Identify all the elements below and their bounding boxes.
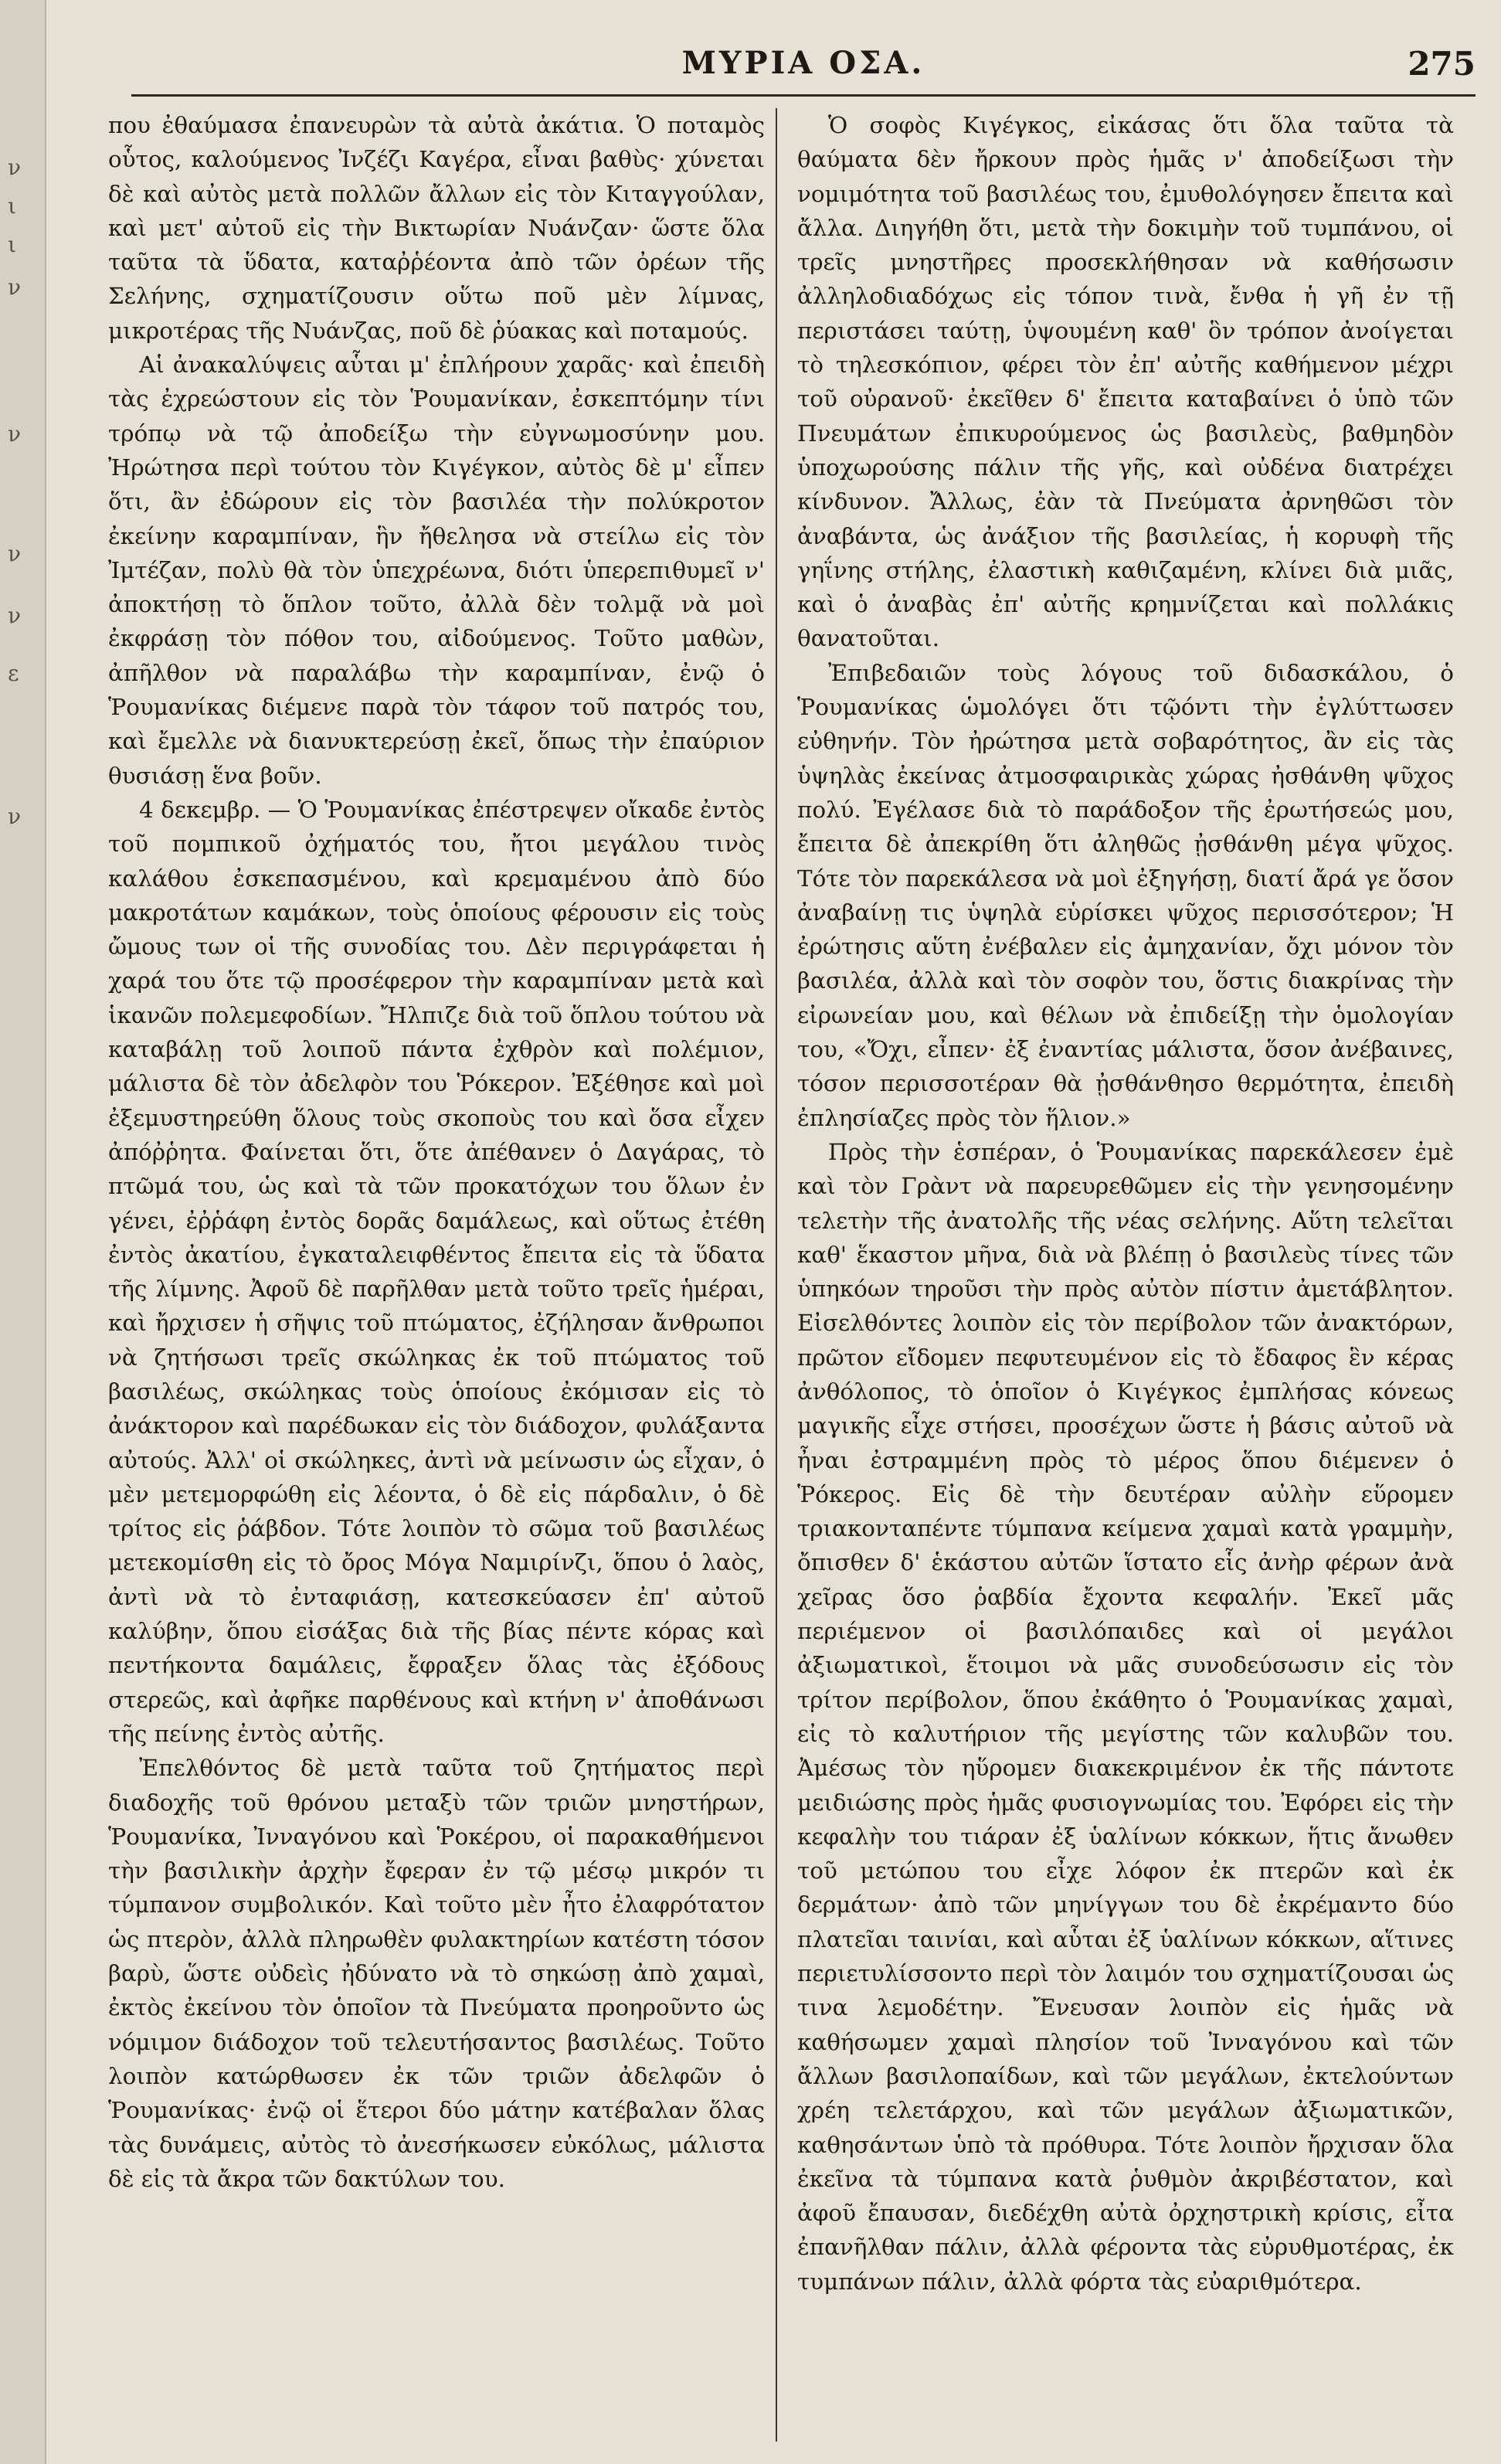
running-title: ΜΥΡΙΑ ΟΣΑ. <box>681 45 925 81</box>
paragraph: Ὁ σοφὸς Κιγέγκος, εἰκάσας ὅτι ὅλα ταῦτα τὰ θαύματα δὲν ἤρκουν πρὸς ἡμᾶς ν' ἀποδείξωσι τὴν νομιμότητα τοῦ βασιλέως του, ἐμυθολόγησεν ἔπειτα καὶ ἄλλα. Διηγήθη ὅτι, μετὰ τὴν δοκιμὴν τοῦ τυμπάνου, οἱ τρεῖς μνηστῆρες προσεκλήθησαν νὰ καθήσωσιν ἀλληλοδιαδόχως εἰς τόπον τινὰ, ἔνθα ἡ γῆ ἐν τῇ περιστάσει ταύτῃ, ὑψουμένη καθ' ὃν τρόπον ἀνοίγεται τὸ τηλεσκόπιον, φέρει τὸν ἐπ' αὐτῆς καθήμενον μέχρι τοῦ οὐρανοῦ· ἐκεῖθεν δ' ἔπειτα καταβαίνει ὁ ὑπὸ τῶν Πνευμάτων ἐπικυρούμενος ὡς βασιλεὺς, βαθμηδὸν ὑποχωρούσης πάλιν τῆς γῆς, καὶ οὐδένα διατρέχει κίνδυνον. Ἄλλως, ἐὰν τὰ Πνεύματα ἀρνηθῶσι τὸν ἀναβάντα, ὡς ἀνάξιον τῆς βασιλείας, ἡ κορυφὴ τῆς γηΐνης στήλης, ἐλαστικὴ καθιζαμένη, κλίνει διὰ μιᾶς, καὶ ὁ ἀναβὰς ἐπ' αὐτῆς κρημνίζεται καὶ πολλάκις θανατοῦται. <box>797 112 1454 652</box>
margin-letter: ι <box>8 232 16 257</box>
column-divider <box>776 108 777 2442</box>
paragraph: που ἐθαύμασα ἐπανευρὼν τὰ αὐτὰ ἀκάτια. Ὁ ποταμὸς οὗτος, καλούμενος Ἰνζέζι Καγέρα, εἶναι βαθὺς· χύνεται δὲ καὶ αὐτὸς μετὰ πολλῶν ἄλλων εἰς τὸν Κιταγγούλαν, καὶ μετ' αὐτοῦ εἰς τὴν Βικτωρίαν Νυάνζαν· ὥστε ὅλα ταῦτα τὰ ὕδατα, καταῤῥέοντα ἀπὸ τῶν ὀρέων τῆς Σελήνης, σχηματίζουσιν οὕτω ποῦ μὲν λίμνας, μικροτέρας τῆς Νυάνζας, ποῦ δὲ ῥύακας καὶ ποταμούς. <box>108 112 765 344</box>
paragraph: Πρὸς τὴν ἑσπέραν, ὁ Ῥουμανίκας παρεκάλεσεν ἐμὲ καὶ τὸν Γρὰντ νὰ παρευρεθῶμεν εἰς τὴν γενησομένην τελετὴν τῆς ἀνατολῆς τῆς νέας σελήνης. Αὕτη τελεῖται καθ' ἕκαστον μῆνα, διὰ νὰ βλέπῃ ὁ βασιλεὺς τίνες τῶν ὑπηκόων τηροῦσι τὴν πρὸς αὐτὸν πίστιν ἀμετάβλητον. Εἰσελθόντες λοιπὸν εἰς τὸν περίβολον τῶν ἀνακτόρων, πρῶτον εἴδομεν πεφυτευμένον εἰς τὸ ἔδαφος ἓν κέρας ἀνθόλοπος, τὸ ὁποῖον ὁ Κιγέγκος ἐμπλήσας κόνεως μαγικῆς εἶχε στήσει, προσέχων ὥστε ἡ βάσις αὐτοῦ νὰ ἦναι ἐστραμμένη πρὸς τὸ μέρος ὅπου διέμενεν ὁ Ῥόκερος. Εἰς δὲ τὴν δευτέραν αὐλὴν εὕρομεν τριακονταπέντε τύμπανα κείμενα χαμαὶ κατὰ γραμμὴν, ὄπισθεν δ' ἑκάστου αὐτῶν ἵστατο εἷς ἀνὴρ φέρων ἀνὰ χεῖρας ὅσο ῥαβδία ἔχοντα κεφαλήν. Ἐκεῖ μᾶς περιέμενον οἱ βασιλόπαιδες καὶ οἱ μεγάλοι ἀξιωματικοὶ, ἕτοιμοι νὰ μᾶς συνοδεύσωσιν εἰς τὸν τρίτον περίβολον, ὅπου ἐκάθητο ὁ Ῥουμανίκας χαμαὶ, εἰς τὸ καλυτήριον τῆς μεγίστης τῶν καλυβῶν του. Ἀμέσως τὸν ηὕρομεν διακεκριμένον ἐκ τῆς πάντοτε μειδιώσης πρὸς ἡμᾶς φυσιογνωμίας του. Ἐφόρει εἰς τὴν κεφαλὴν του τιάραν ἐξ ὑαλίνων κόκκων, ἥτις ἄνωθεν τοῦ μετώπου του εἶχε λόφον ἐκ πτερῶν καὶ ἐκ δερμάτων· ἀπὸ τῶν μηνίγγων του δὲ ἐκρέμαντο δύο πλατεῖαι ταινίαι, καὶ αὗται ἐξ ὑαλίνων κόκκων, αἵτινες περιετυλίσσοντο περὶ τὸν λαιμόν του σχηματίζουσαι ὡς τινα λεμοδέτην. Ἔνευσαν λοιπὸν εἰς ἡμᾶς νὰ καθήσωμεν χαμαὶ πλησίον τοῦ Ἰνναγόνου καὶ τῶν ἄλλων βασιλοπαίδων, καὶ τῶν μεγάλων, ἐκτελούντων χρέη τελετάρχου, καὶ τῶν μεγάλων ἀξιωματικῶν, καθησάντων ὑπὸ τὰ πρόθυρα. Τότε λοιπὸν ἤρχισαν ὅλα ἐκεῖνα τὰ τύμπανα κατὰ ῥυθμὸν ἀκριβέστατον, καὶ ἀφοῦ ἔπαυσαν, διεδέχθη αὐτὰ ὀρχηστρικὴ κρίσις, εἶτα ἐπανῆλθαν πάλιν, ἀλλὰ φέροντα τὰς εὐρυθμοτέρας, ἐκ τυμπάνων πάλιν, ἀλλὰ φόρτα τὰς εὐαριθμότερα. <box>797 1138 1454 2295</box>
margin-letter: ν <box>8 421 22 447</box>
header-rule <box>131 94 1476 97</box>
left-column <box>108 108 765 2426</box>
margin-letter: ν <box>8 274 22 300</box>
running-head <box>131 45 1476 91</box>
paragraph: 4 δεκεμβρ. — Ὁ Ῥουμανίκας ἐπέστρεψεν οἴκαδε ἐντὸς τοῦ πομπικοῦ ὀχήματός του, ἤτοι μεγάλου τινὸς καλάθου ἐσκεπασμένου, καὶ κρεμαμένου ἀπὸ δύο μακροτάτων καμάκων, τοὺς ὁποίους φέρουσιν εἰς τοὺς ὤμους των οἱ τῆς συνοδίας του. Δὲν περιγράφεται ἡ χαρά του ὅτε τῷ προσέφερον τὴν καραμπίναν μετὰ καὶ ἱκανῶν πολεμεφοδίων. Ἤλπιζε διὰ τοῦ ὅπλου τούτου νὰ καταβάλῃ τοῦ λοιποῦ πάντα ἐχθρὸν καὶ πολέμιον, μάλιστα δὲ τὸν ἀδελφὸν του Ῥόκερον. Ἐξέθησε καὶ μοὶ ἐξεμυστηρεύθη ὅλους τοὺς σκοποὺς του καὶ ὅσα εἶχεν ἀπόῤῥητα. Φαίνεται ὅτι, ὅτε ἀπέθανεν ὁ Δαγάρας, τὸ πτῶμά του, ὡς καὶ τὰ τῶν προκατόχων του ὅλων ἐν γένει, ἐῤῥάφη ἐντὸς δορᾶς δαμάλεως, καὶ οὕτως ἐτέθη ἐντὸς ἀκατίου, ἐγκαταλειφθέντος ἔπειτα εἰς τὰ ὕδατα τῆς λίμνης. Ἀφοῦ δὲ παρῆλθαν μετὰ τοῦτο τρεῖς ἡμέραι, καὶ ἤρχισεν ἡ σῆψις τοῦ πτώματος, ἐζήλησαν ἄνθρωποι νὰ ζητήσωσι τρεῖς σκώληκας ἐκ τοῦ πτώματος τοῦ βασιλέως, σκώληκας τοὺς ὁποίους ἐκόμισαν εἰς τὸ ἀνάκτορον καὶ παρέδωκαν εἰς τὸν διάδοχον, φυλάξαντα αὐτούς. Ἀλλ' οἱ σκώληκες, ἀντὶ νὰ μείνωσιν ὡς εἶχαν, ὁ μὲν μετεμορφώθη εἰς λέοντα, ὁ δὲ εἰς πάρδαλιν, ὁ δὲ τρίτος εἰς ῥάβδον. Τότε λοιπὸν τὸ σῶμα τοῦ βασιλέως μετεκομίσθη εἰς τὸ ὄρος Μόγα Ναμιρίνζι, ὅπου ὁ λαὸς, ἀντὶ νὰ τὸ ἐνταφιάσῃ, κατεσκεύασεν ἐπ' αὐτοῦ καλύβην, ὅπου εἰσάξας διὰ τῆς βίας πέντε κόρας καὶ πεντήκοντα δαμάλεις, ἔφραξεν ὅλας τὰς ἐξόδους στερεῶς, καὶ ἀφῆκε παρθένους καὶ κτήνη ν' ἀποθάνωσι τῆς πείνης ἐντὸς αὐτῆς. <box>108 796 765 1747</box>
margin-letter: ν <box>8 541 22 566</box>
margin-letter: ν <box>8 603 22 628</box>
margin-letter: ν <box>8 804 22 829</box>
paragraph: Ἐπελθόντος δὲ μετὰ ταῦτα τοῦ ζητήματος περὶ διαδοχῆς τοῦ θρόνου μεταξὺ τῶν τριῶν μνηστήρων, Ῥουμανίκα, Ἰνναγόνου καὶ Ῥοκέρου, οἱ παρακαθήμενοι τὴν βασιλικὴν ἀρχὴν ἔφεραν ἐν τῷ μέσῳ μικρόν τι τύμπανον συμβολικόν. Καὶ τοῦτο μὲν ἦτο ἐλαφρότατον ὡς πτερὸν, ἀλλὰ πληρωθὲν φυλακτηρίων κατέστη τόσον βαρὺ, ὥστε οὐδεὶς ἠδύνατο νὰ τὸ σηκώσῃ ἀπὸ χαμαὶ, ἐκτὸς ἐκείνου τὸν ὁποῖον τὰ Πνεύματα προηροῦντο ὡς νόμιμον διάδοχον τοῦ τελευτήσαντος βασιλέως. Τοῦτο λοιπὸν κατώρθωσεν ἐκ τῶν τριῶν ἀδελφῶν ὁ Ῥουμανίκας· ἐνῷ οἱ ἕτεροι δύο μάτην κατέβαλαν ὅλας τὰς δυνάμεις, αὐτὸς τὸ ἀνεσήκωσεν εὐκόλως, μάλιστα δὲ εἰς τὰ ἄκρα τῶν δακτύλων του. <box>108 1755 765 2192</box>
margin-letter: ε <box>8 661 19 686</box>
margin-letter: ι <box>8 193 16 219</box>
margin-letter: ν <box>8 155 22 180</box>
paragraph: Ἐπιβεδαιῶν τοὺς λόγους τοῦ διδασκάλου, ὁ Ῥουμανίκας ὡμολόγει ὅτι τῷόντι τὴν ἐγλύττωσεν εὐθηνήν. Τὸν ἠρώτησα μετὰ σοβαρότητος, ἂν εἰς τὰς ὑψηλὰς ἐκείνας ἀτμοσφαιρικὰς χώρας ἠσθάνθη ψῦχος πολύ. Ἐγέλασε διὰ τὸ παράδοξον τῆς ἐρωτήσεώς μου, ἔπειτα δὲ ἀπεκρίθη ὅτι ἀληθῶς ᾐσθάνθη μέγα ψῦχος. Τότε τὸν παρεκάλεσα νὰ μοὶ ἐξηγήσῃ, διατί ἄρά γε ὅσον ἀναβαίνῃ τις ὑψηλὰ εὑρίσκει ψῦχος περισσότερον; Ἡ ἐρώτησις αὕτη ἐνέβαλεν εἰς ἀμηχανίαν, ὄχι μόνον τὸν βασιλέα, ἀλλὰ καὶ τὸν σοφὸν του, ὅστις διακρίνας τὴν εἰρωνείαν μου, καὶ θέλων νὰ ἐπιδείξῃ τὴν ὁμολογίαν του, «Ὄχι, εἶπεν· ἐξ ἐναντίας μάλιστα, ὅσον ἀνέβαινες, τόσον περισσοτέραν θὰ ᾐσθάνθησο θερμότητα, ἐπειδὴ ἐπλησίαζες πρὸς τὸν ἥλιον.» <box>797 659 1454 1131</box>
adjacent-page-margin <box>0 0 46 2464</box>
page-number: 275 <box>1408 45 1476 83</box>
paragraph: Αἱ ἀνακαλύψεις αὗται μ' ἐπλήρουν χαρᾶς· καὶ ἐπειδὴ τὰς ἐχρεώστουν εἰς τὸν Ῥουμανίκαν, ἐσκεπτόμην τίνι τρόπῳ νὰ τῷ ἀποδείξω τὴν εὐγνωμοσύνην μου. Ἠρώτησα περὶ τούτου τὸν Κιγέγκον, αὐτὸς δὲ μ' εἶπεν ὅτι, ἂν ἐδώρουν εἰς τὸν βασιλέα τὴν πολύκροτον ἐκείνην καραμπίναν, ἣν ἤθελησα νὰ στείλω εἰς τὸν Ἰμτέζαν, πολὺ θὰ τὸν ὑπεχρέωνα, διότι ὑπερεπιθυμεῖ ν' ἀποκτήσῃ τὸ ὅπλον τοῦτο, ἀλλὰ δὲν τολμᾷ νὰ μοὶ ἐκφράσῃ τὸν πόθον του, αἰδούμενος. Τοῦτο μαθὼν, ἀπῆλθον νὰ παραλάβω τὴν καραμπίναν, ἐνῷ ὁ Ῥουμανίκας διέμενε παρὰ τὸν τάφον τοῦ πατρός του, καὶ ἔμελλε νὰ διανυκτερεύσῃ ἐκεῖ, ὅπως τὴν ἐπαύριον θυσιάσῃ ἕνα βοῦν. <box>108 352 765 789</box>
right-column <box>797 108 1454 2426</box>
